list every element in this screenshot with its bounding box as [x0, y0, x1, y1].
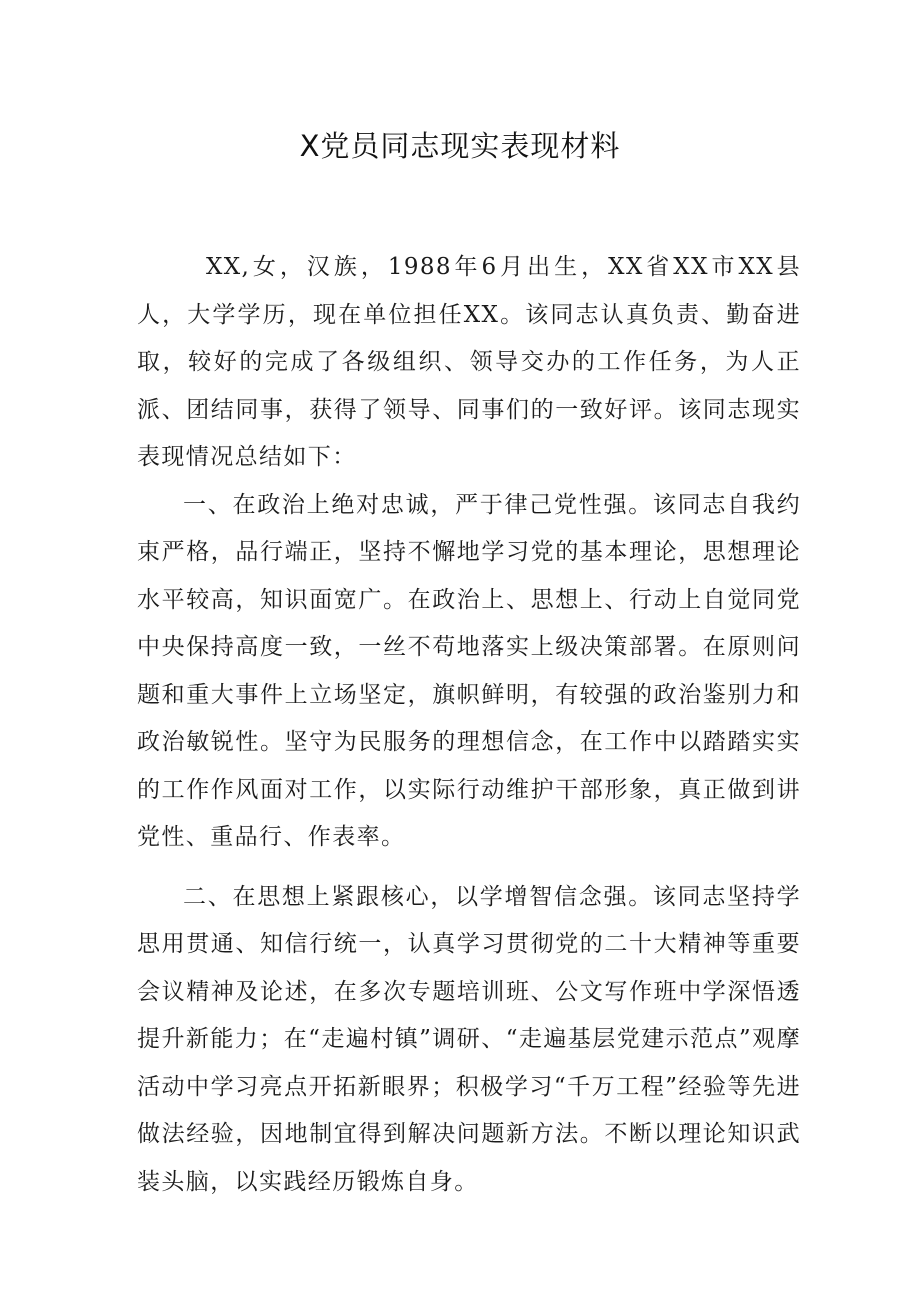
document-title: X党员同志现实表现材料 — [299, 129, 621, 163]
paragraph-political-loyalty: 一、在政治上绝对忠诚，严于律己党性强。该同志自我约束严格，品行端正，坚持不懈地学习党的基本理论，思想理论水平较高，知识面宽广。在政治上、思想上、行动上自觉同党中央保持高度一致，一丝不苟地落实上级决策部署。在原则问题和重大事件上立场坚定，旗帜鲜明，有较强的政治鉴别力和政治敏锐性。坚守为民服务的理想信念，在工作中以踏踏实实的工作作风面对工作，以实际行动维护干部形象，真正做到讲党性、重品行、作表率。 — [137, 491, 801, 850]
document-body — [137, 244, 801, 1206]
paragraph-intro: XX,女，汉族，1988年6月出生，XX省XX市XX县人，大学学历，现在单位担任XX。该同志认真负责、勤奋进取，较好的完成了各级组织、领导交办的工作任务，为人正派、团结同事，获得了领导、同事们的一致好评。该同志现实表现情况总结如下： — [137, 254, 801, 470]
paragraph-ideological-study: 二、在思想上紧跟核心，以学增智信念强。该同志坚持学思用贯通、知信行统一，认真学习贯彻党的二十大精神等重要会议精神及论述，在多次专题培训班、公文写作班中学深悟透提升新能力；在“走遍村镇”调研、“走遍基层党建示范点”观摩活动中学习亮点开拓新眼界；积极学习“千万工程”经验等先进做法经验，因地制宜得到解决问题新方法。不断以理论知识武装头脑，以实践经历锻炼自身。 — [137, 883, 801, 1195]
